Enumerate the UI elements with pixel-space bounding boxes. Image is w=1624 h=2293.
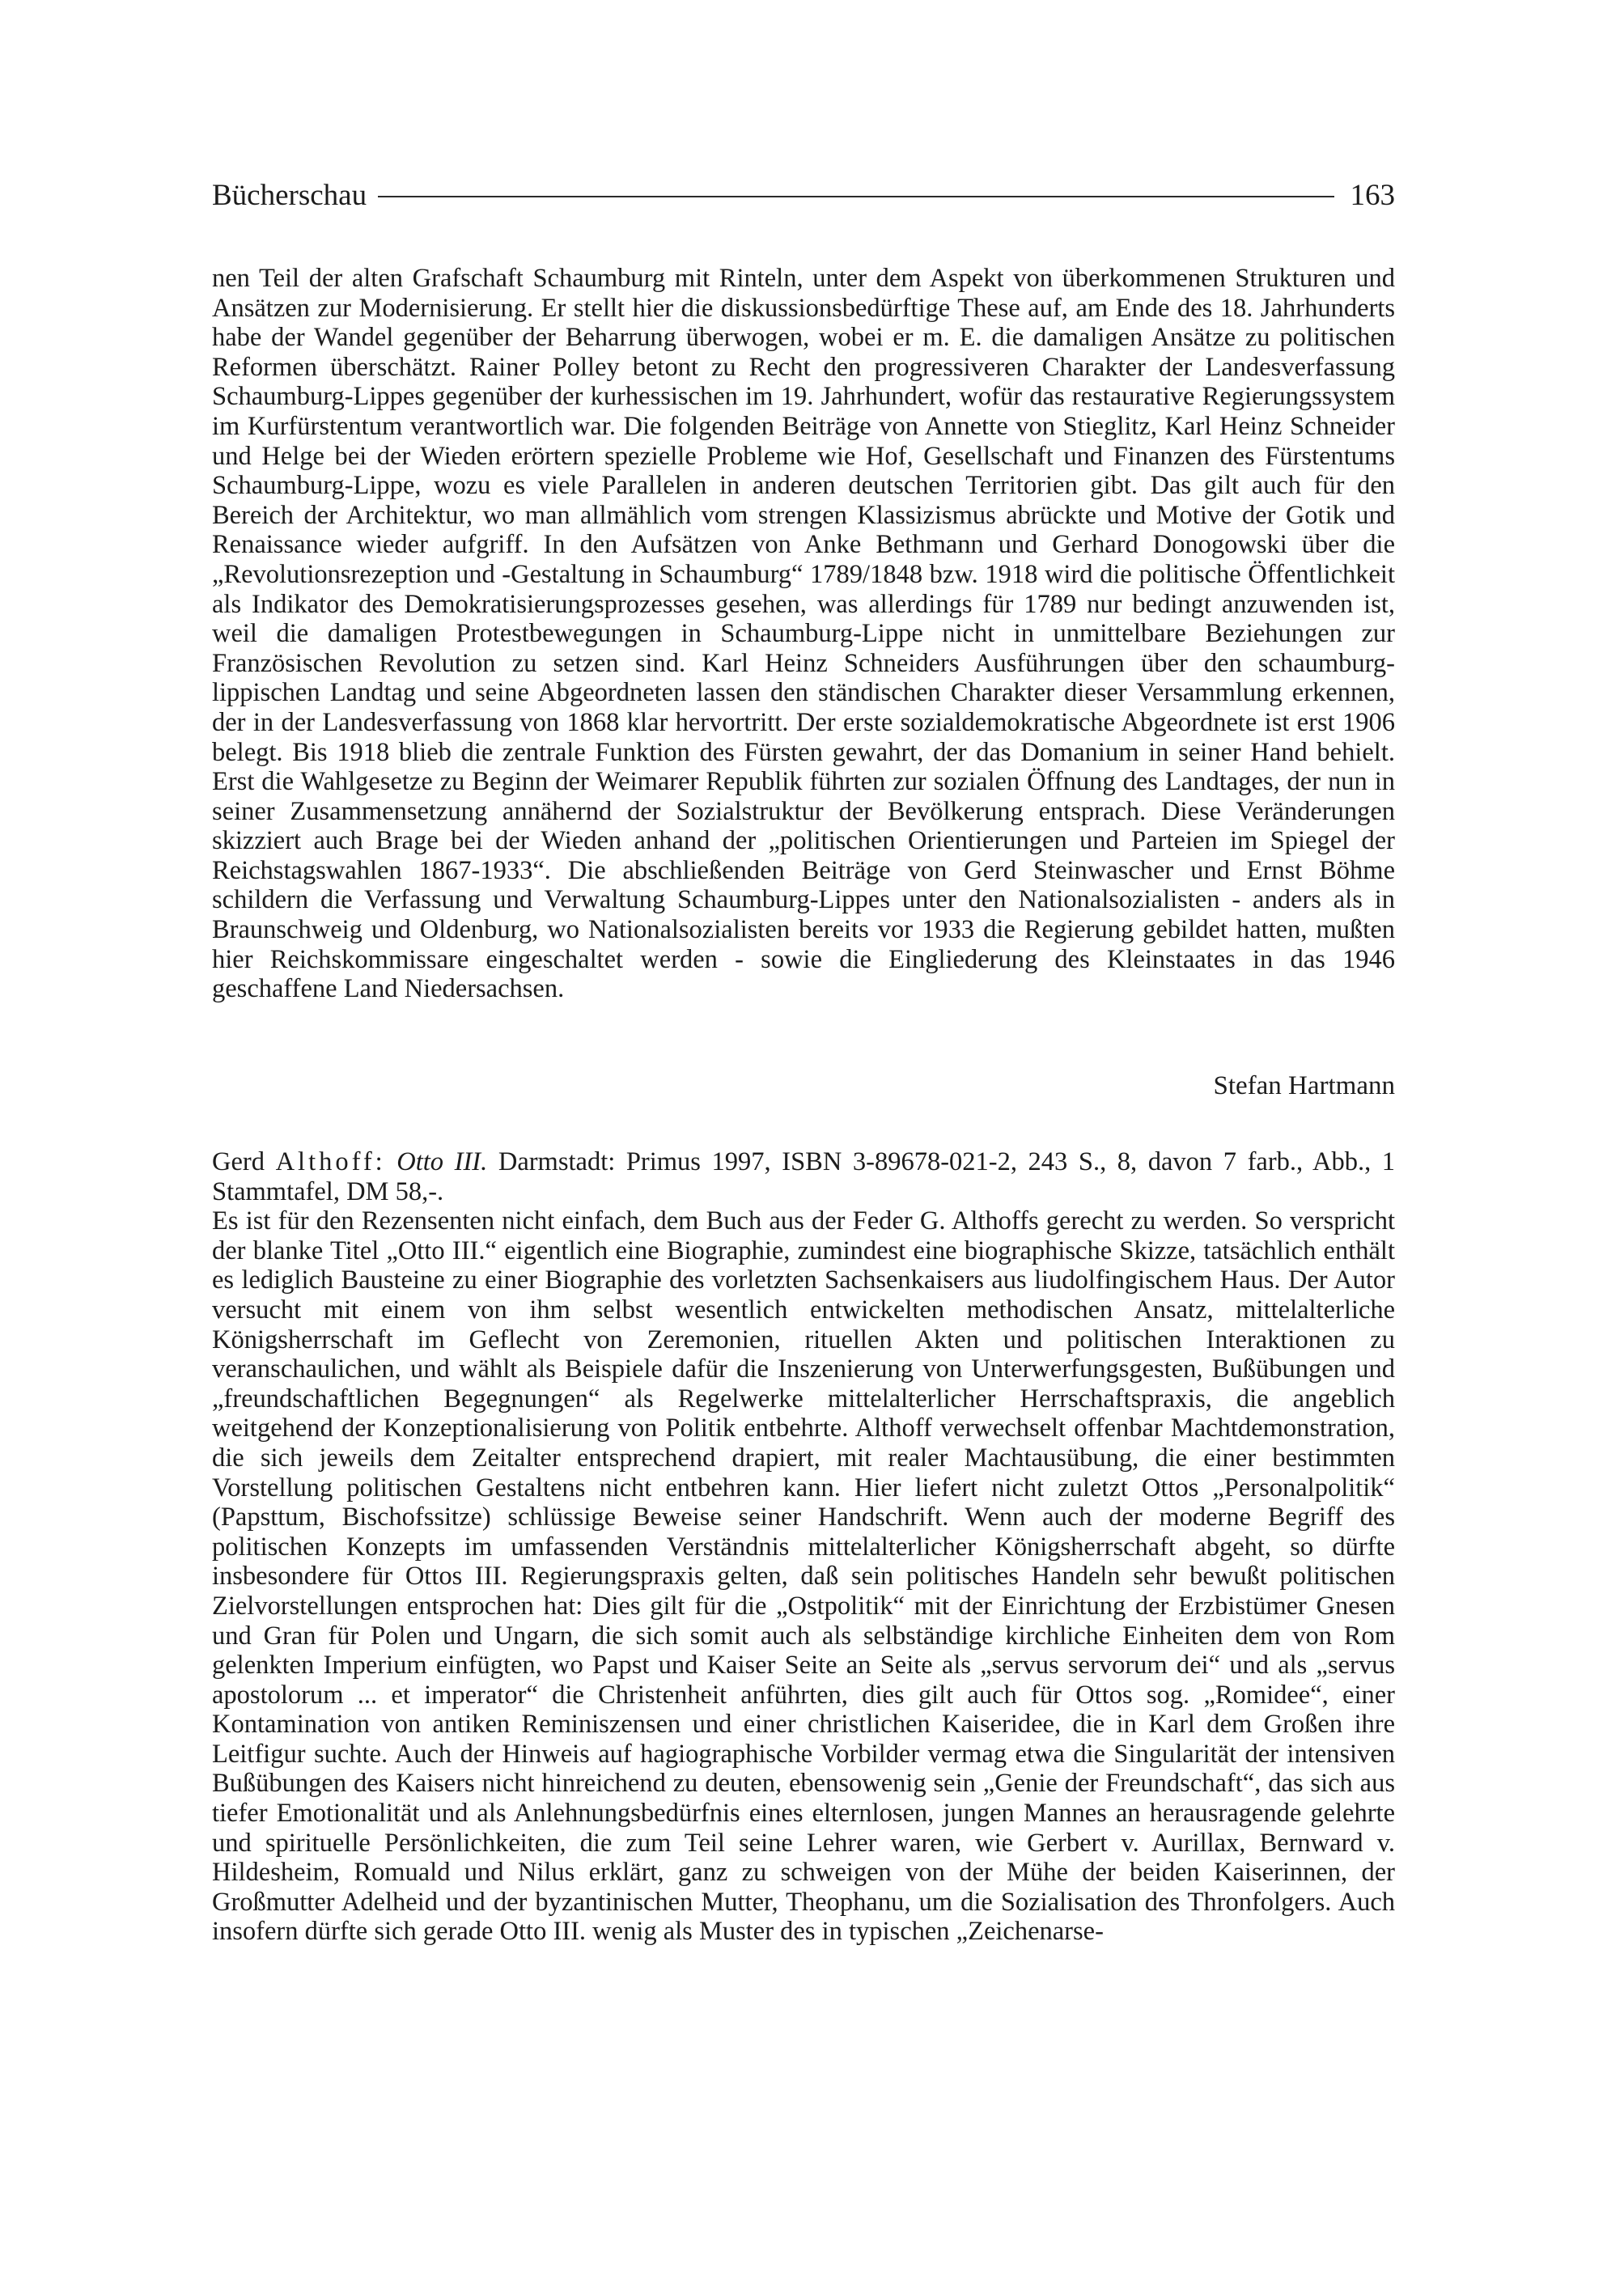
- review-2-body: Es ist für den Rezensenten nicht einfach, dem Buch aus der Feder G. Althoffs gerecht zu werden. So verspricht der blanke Titel „Otto III.“ eigentlich eine Biographie, zumindest eine biographische Skizze, tatsächlich enthält es lediglich Bausteine zu einer Biographie des vorletzten Sachsenkaisers aus liudolfingischem Haus. Der Autor versucht mit einem von ihm selbst wesentlich entwickelten methodischen Ansatz, mittelalterliche Königsherrschaft im Geflecht von Zeremonien, rituellen Akten und politischen Interaktionen zu veranschaulichen, und wählt als Beispiele dafür die Inszenierung von Unterwerfungsgesten, Bußübungen und „freundschaftlichen Begegnungen“ als Regelwerke mittelalterlicher Herrschaftspraxis, die angeblich weitgehend der Konzeptionalisierung von Politik entbehrte. Althoff verwechselt offenbar Machtdemonstration, die sich jeweils dem Zeitalter entsprechend drapiert, mit realer Machtausübung, die einer bestimmten Vorstellung politischen Gestaltens nicht entbehren kann. Hier liefert nicht zuletzt Ottos „Personalpolitik“ (Papsttum, Bischofssitze) schlüssige Beweise seiner Handschrift. Wenn auch der moderne Begriff des politischen Konzepts im umfassenden Verständnis mittelalterlicher Königsherrschaft abgeht, so dürfte insbesondere für Ottos III. Regierungspraxis gelten, daß sein politisches Handeln sehr bewußt politischen Zielvorstellungen entsprochen hat: Dies gilt für die „Ostpolitik“ mit der Einrichtung der Erzbistümer Gnesen und Gran für Polen und Ungarn, die sich somit auch als selbständige kirchliche Einheiten dem von Rom gelenkten Imperium einfügten, wo Papst und Kaiser Seite an Seite als „servus servorum dei“ und als „servus apostolorum ... et imperator“ die Christenheit anführten, dies gilt auch für Ottos sog. „Romidee“, einer Kontamination von antiken Reminiszensen und einer christlichen Kaiseridee, die in Karl dem Großen ihre Leitfigur suchte. Auch der Hinweis auf hagiographische Vorbilder vermag etwa die Singularität der intensiven Bußübungen des Kaisers nicht hinreichend zu deuten, ebensowenig sein „Genie der Freundschaft“, das sich aus tiefer Emotionalität und als Anlehnungsbedürfnis eines elternlosen, jungen Mannes an herausragende gelehrte und spirituelle Persönlichkeiten, die zum Teil seine Lehrer waren, wie Gerbert v. Aurillax, Bernward v. Hildesheim, Romuald und Nilus erklärt, ganz zu schweigen von der Mühe der beiden Kaiserinnen, der Großmutter Adelheid und der byzantinischen Mutter, Theophanu, um die Sozialisation des Thronfolgers. Auch insofern dürfte sich gerade Otto III. wenig als Muster des in typischen „Zeichenarse-: [212, 1206, 1395, 1947]
- review-continuation: [212, 264, 1395, 1004]
- author-first-name: Gerd: [212, 1147, 265, 1176]
- page-number: 163: [1350, 178, 1395, 212]
- running-head-title: Bücherschau: [212, 178, 367, 212]
- author-last-name: Althoff:: [275, 1147, 386, 1176]
- running-head-rule: [378, 196, 1334, 197]
- review-1-body: nen Teil der alten Grafschaft Schaumburg mit Rinteln, unter dem Aspekt von überkommenen Strukturen und Ansätzen zur Modernisierung. Er stellt hier die diskussionsbedürftige These auf, am Ende des 18. Jahrhunderts habe der Wandel gegenüber der Beharrung überwogen, wobei er m. E. die damaligen Ansätze zu politischen Reformen überschätzt. Rainer Polley betont zu Recht den progressiveren Charakter der Landesverfassung Schaumburg-Lippes gegenüber der kurhessischen im 19. Jahrhundert, wofür das restaurative Regierungssystem im Kurfürstentum verantwortlich war. Die folgenden Beiträge von Annette von Stieglitz, Karl Heinz Schneider und Helge bei der Wieden erörtern spezielle Probleme wie Hof, Gesellschaft und Finanzen des Fürstentums Schaumburg-Lippe, wozu es viele Parallelen in anderen deutschen Territorien gibt. Das gilt auch für den Bereich der Architektur, wo man allmählich vom strengen Klassizismus abrückte und Motive der Gotik und Renaissance wieder aufgriff. In den Aufsätzen von Anke Bethmann und Gerhard Donogowski über die „Revolutionsrezeption und -Gestaltung in Schaumburg“ 1789/1848 bzw. 1918 wird die politische Öffentlichkeit als Indikator des Demokratisierungsprozesses gesehen, was allerdings für 1789 nur bedingt anzuwenden ist, weil die damaligen Protestbewegungen in Schaumburg-Lippe nicht in unmittelbare Beziehungen zur Französischen Revolution zu setzen sind. Karl Heinz Schneiders Ausführungen über den schaumburg-lippischen Landtag und seine Abgeordneten lassen den ständischen Charakter dieser Versammlung erkennen, der in der Landesverfassung von 1868 klar hervortritt. Der erste sozialdemokratische Abgeordnete ist erst 1906 belegt. Bis 1918 blieb die zentrale Funktion des Fürsten gewahrt, der das Domanium in seiner Hand behielt. Erst die Wahlgesetze zu Beginn der Weimarer Republik führten zur sozialen Öffnung des Landtages, der nun in seiner Zusammensetzung annähernd der Sozialstruktur der Bevölkerung entsprach. Diese Veränderungen skizziert auch Brage bei der Wieden anhand der „politischen Orientierungen und Parteien im Spiegel der Reichstagswahlen 1867-1933“. Die abschließenden Beiträge von Gerd Steinwascher und Ernst Böhme schildern die Verfassung und Verwaltung Schaumburg-Lippes unter den Nationalsozialisten - anders als in Braunschweig und Oldenburg, wo Nationalsozialisten bereits vor 1933 die Regierung gebildet hatten, mußten hier Reichskommissare eingeschaltet werden - sowie die Eingliederung des Kleinstaates in das 1946 geschaffene Land Niedersachsen.: [212, 264, 1395, 1004]
- reviewer-signature: Stefan Hartmann: [1213, 1071, 1395, 1100]
- publication-details: Darmstadt: Primus 1997, ISBN 3-89678-021-2, 243 S., 8, davon 7 farb., Abb., 1 Stammtafel, DM 58,-.: [212, 1147, 1396, 1206]
- review-althoff: [212, 1147, 1395, 1947]
- running-head: [212, 175, 1395, 215]
- bibliographic-entry: [212, 1147, 1395, 1206]
- book-title: Otto III.: [396, 1147, 488, 1176]
